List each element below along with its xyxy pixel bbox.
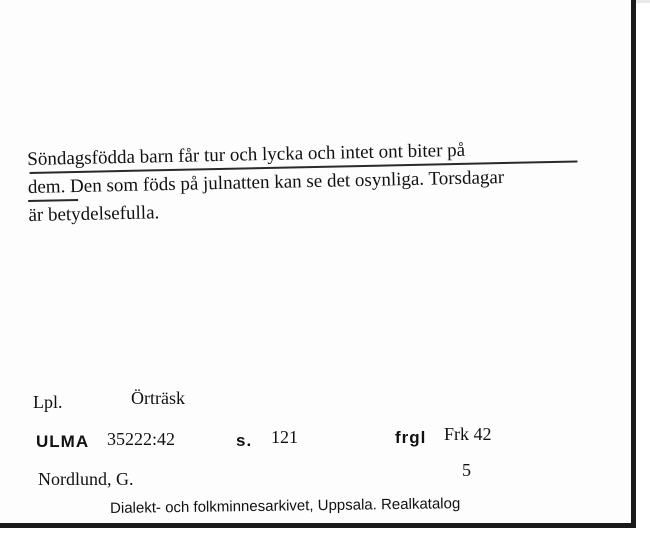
- ulma-value: 35222:42: [107, 429, 176, 449]
- frgl-value: Frk 42: [444, 424, 492, 444]
- text-line-2: dem. Den som föds på julnatten kan se det osynliga. Torsdagar: [27, 167, 505, 198]
- page-value: 121: [271, 427, 298, 447]
- recorder-name: Nordlund, G.: [38, 469, 134, 489]
- lpl-label: Lpl.: [33, 392, 63, 412]
- card-number: 5: [462, 460, 471, 480]
- frgl-label: frgl: [395, 428, 427, 447]
- archive-footer: Dialekt- och folkminnesarkivet, Uppsala. Realkatalog: [110, 495, 461, 517]
- ulma-label: ULMA: [36, 432, 90, 451]
- card-body-text: [27, 134, 599, 230]
- text-line-1: Söndagsfödda barn får tur och lycka och intet ont biter på: [27, 139, 466, 170]
- page-label: s.: [236, 431, 253, 450]
- lpl-value: Örträsk: [131, 388, 185, 408]
- text-line-3: är betydelsefulla.: [28, 202, 160, 226]
